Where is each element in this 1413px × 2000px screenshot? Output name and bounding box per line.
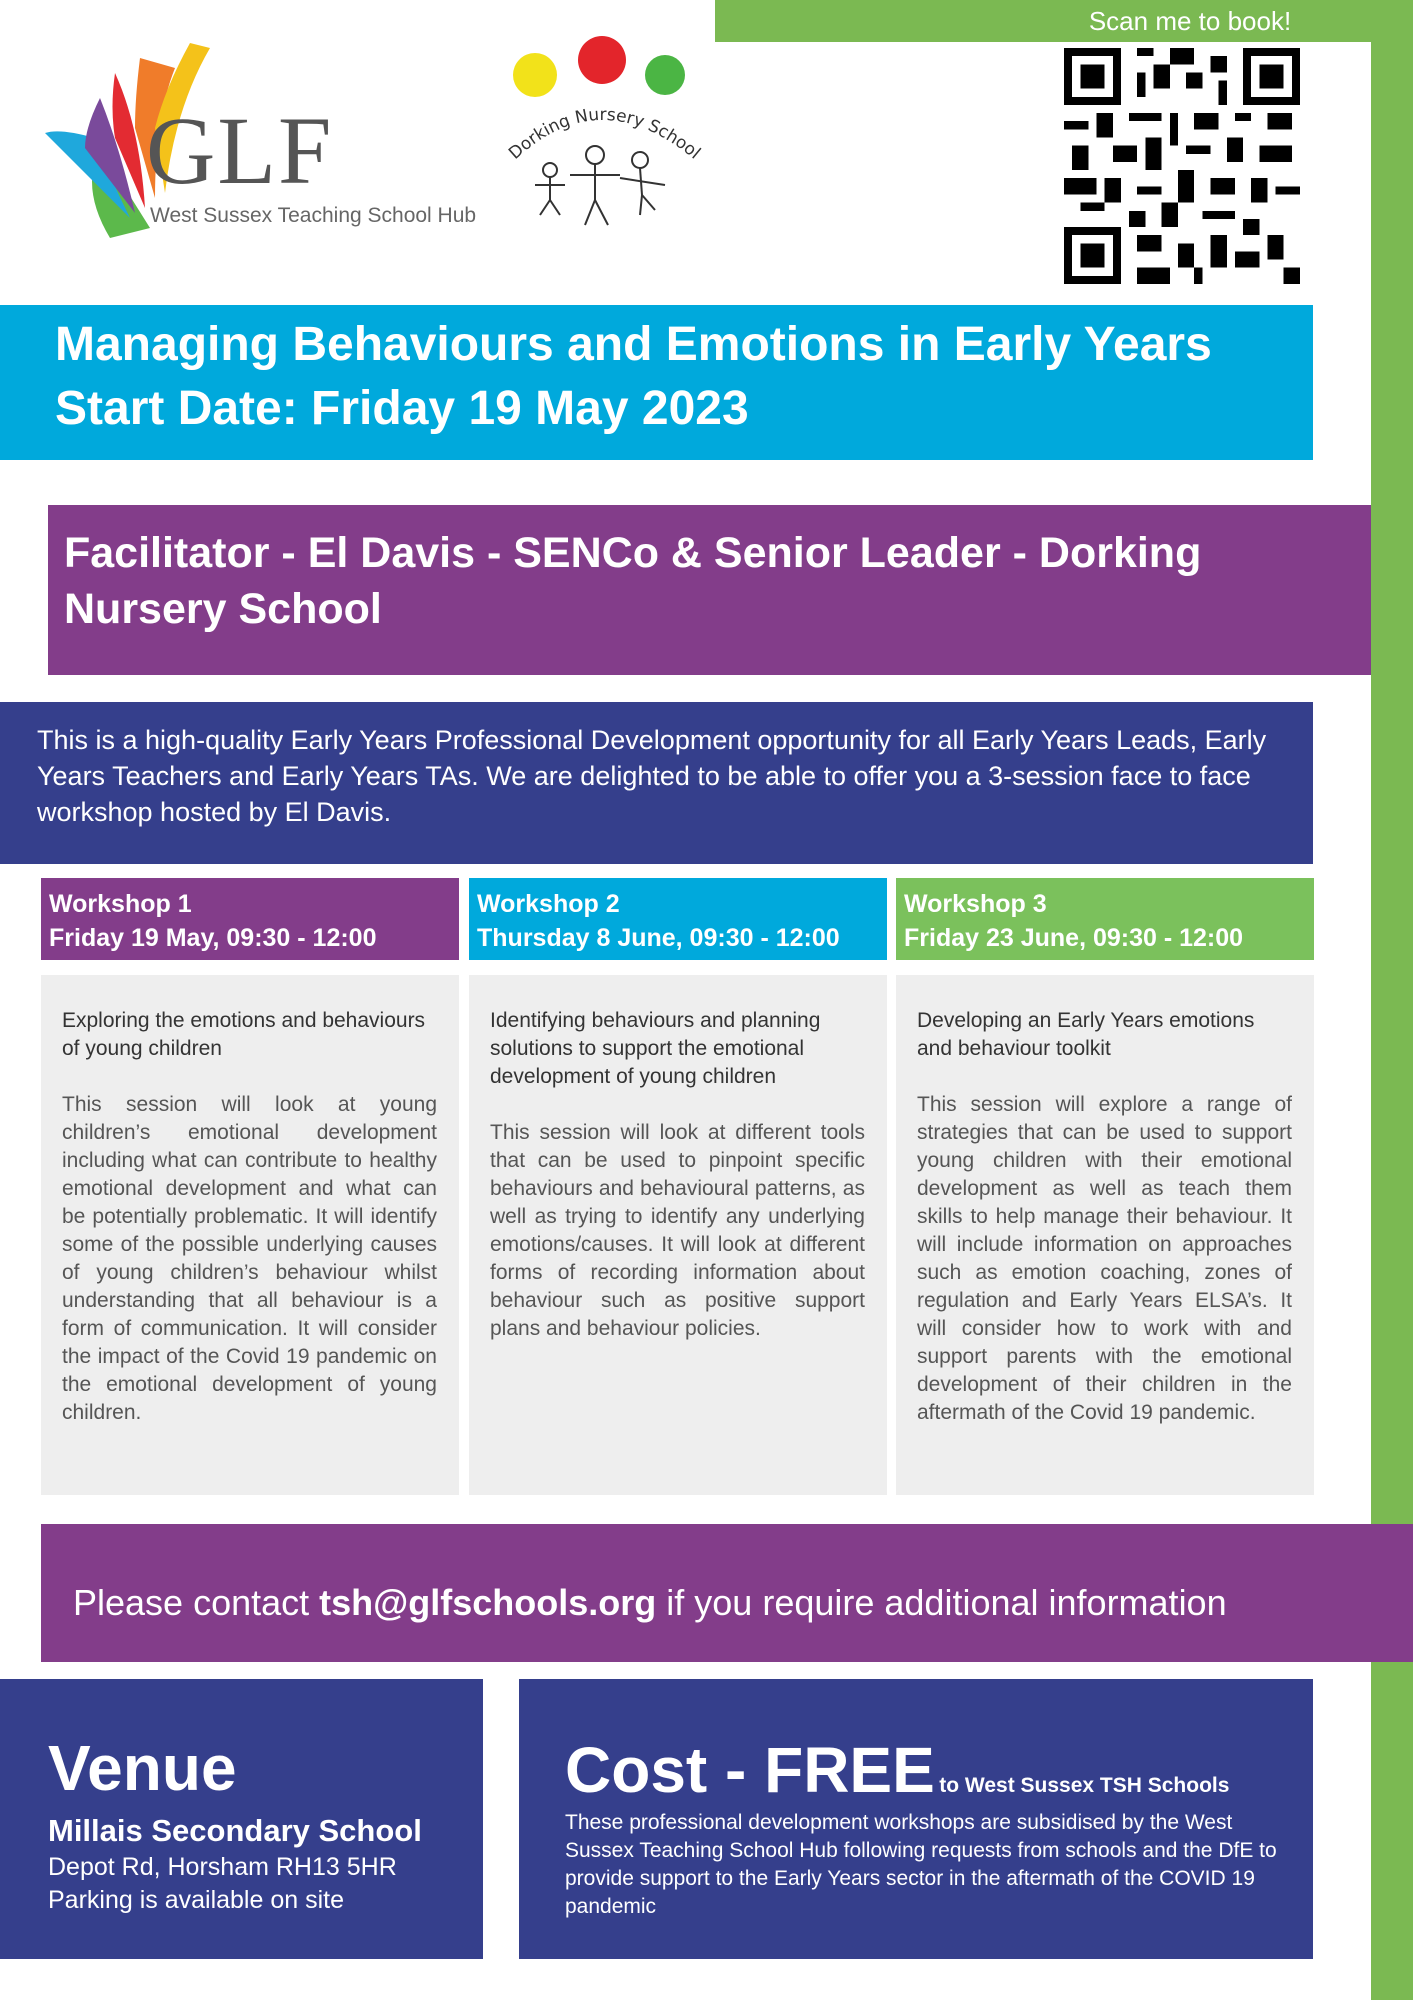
- scan-text: Scan me to book!: [1088, 6, 1292, 36]
- facilitator-block: [48, 505, 1371, 675]
- intro-text: This is a high-quality Early Years Professional Development opportunity for all Early Years Leads, Early Years Teachers and Early Years TAs. We are delighted to be able to offer you a 3-session face to face workshop hosted by El Davis.: [37, 725, 1267, 827]
- workshop-description: This session will explore a range of strategies that can be used to support young children with their emotional development as well as teach them skills to help manage their behaviour. It will include information on approaches such as emotion coaching, zones of regulation and Early Years ELSA’s. It will consider how to work with and support parents with the emotional development of their children in the aftermath of the Covid 19 pandemic.: [917, 1093, 1292, 1424]
- glf-subtitle: West Sussex Teaching School Hub: [150, 204, 477, 227]
- cost-qualifier: to West Sussex TSH Schools: [939, 1774, 1230, 1797]
- workshop-name: Workshop 1: [49, 890, 192, 918]
- workshop-2-header: [469, 878, 887, 960]
- cost-block: [519, 1679, 1313, 1959]
- workshop-subtitle: Exploring the emotions and behaviours of young children: [62, 1009, 426, 1060]
- workshop-subtitle: Developing an Early Years emotions and behaviour toolkit: [917, 1009, 1255, 1060]
- course-title: Managing Behaviours and Emotions in Early Years: [55, 318, 1212, 371]
- workshop-date: Thursday 8 June, 09:30 - 12:00: [477, 924, 840, 952]
- start-date: Start Date: Friday 19 May 2023: [55, 382, 749, 435]
- workshop-3-body: [896, 975, 1314, 1495]
- glf-wordmark: GLF: [146, 97, 334, 204]
- venue-block: [0, 1679, 483, 1959]
- venue-parking: Parking is available on site: [48, 1886, 344, 1914]
- facilitator-text: Facilitator - El Davis - SENCo & Senior Leader - Dorking Nursery School: [64, 529, 1202, 633]
- cost-title: Cost - FREE: [565, 1734, 935, 1806]
- contact-prefix: Please contact: [73, 1582, 320, 1623]
- workshop-2-body: [469, 975, 887, 1495]
- workshop-1-header: [41, 878, 459, 960]
- workshop-description: This session will look at different tools that can be used to pinpoint specific behaviours and behavioural patterns, as well as trying to identify any underlying emotions/causes. It will look at different forms of recording information about behaviour such as positive support plans and behaviour policies.: [490, 1121, 865, 1340]
- contact-email-link[interactable]: tsh@glfschools.org: [319, 1582, 657, 1623]
- nursery-logo-text: Dorking Nursery School: [505, 104, 705, 164]
- contact-suffix: if you require additional information: [656, 1582, 1227, 1623]
- contact-banner: [41, 1524, 1413, 1662]
- qr-code[interactable]: [1064, 48, 1300, 284]
- workshop-1-body: [41, 975, 459, 1495]
- cost-description: These professional development workshops are subsidised by the West Sussex Teaching School Hub following requests from schools and the DfE to provide support to the Early Years sector in the aftermath of the COVID 19 pandemic: [565, 1811, 1277, 1918]
- workshop-date: Friday 19 May, 09:30 - 12:00: [49, 924, 377, 952]
- venue-name: Millais Secondary School: [48, 1813, 422, 1848]
- intro-block: [0, 702, 1313, 864]
- dorking-nursery-logo: [490, 20, 710, 240]
- venue-address: Depot Rd, Horsham RH13 5HR: [48, 1853, 397, 1881]
- title-block: [0, 305, 1313, 460]
- workshop-name: Workshop 3: [904, 890, 1047, 918]
- workshop-3-header: [896, 878, 1314, 960]
- right-green-bar: [1371, 0, 1413, 2000]
- workshop-subtitle: Identifying behaviours and planning solutions to support the emotional development of young children: [490, 1009, 821, 1088]
- workshop-date: Friday 23 June, 09:30 - 12:00: [904, 924, 1244, 952]
- venue-title: Venue: [48, 1732, 237, 1804]
- workshop-description: This session will look at young children’s emotional development including what can contribute to healthy emotional development and what can be potentially problematic. It will identify some of the possible underlying causes of young children’s behaviour whilst understanding that all behaviour is a form of communication. It will consider the impact of the Covid 19 pandemic on the emotional development of young children.: [62, 1093, 437, 1424]
- workshop-name: Workshop 2: [477, 890, 620, 918]
